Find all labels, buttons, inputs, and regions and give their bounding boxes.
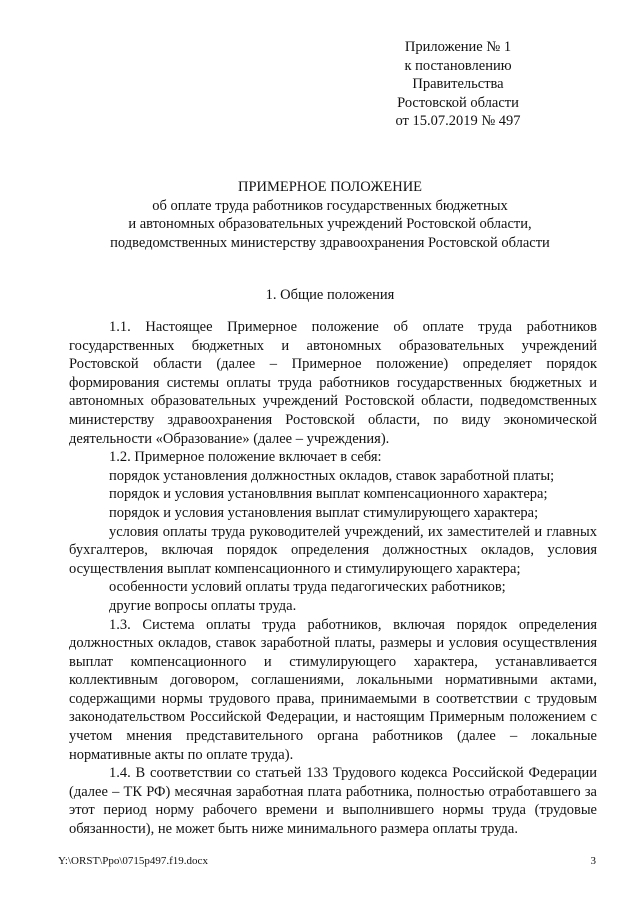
list-item: другие вопросы оплаты труда.: [109, 597, 297, 614]
title-line: об оплате труда работников государственных бюджетных: [152, 197, 508, 214]
document-title: [60, 178, 600, 252]
appendix-line: Правительства: [412, 76, 504, 93]
paragraph: 1.4. В соответствии со статьей 133 Трудового кодекса Российской Федерации (далее – ТК РФ) месячная заработная плата работника, полностью отработавшего за этот период норму рабочего времени и выполнившего нормы труда (трудовые обязанности), не может быть ниже минимального размера оплаты труда.: [69, 765, 597, 838]
appendix-line: Ростовской области: [397, 94, 519, 111]
appendix-line: от 15.07.2019 № 497: [395, 113, 521, 130]
page-number: 3: [590, 855, 596, 867]
footer-file-path: Y:\ORST\Ppo\0715p497.f19.docx: [58, 855, 208, 867]
document-body: [69, 318, 597, 839]
title-heading: ПРИМЕРНОЕ ПОЛОЖЕНИЕ: [237, 179, 423, 195]
paragraph: 1.3. Система оплаты труда работников, включая порядок определения должностных окладов, ставок заработной платы, размеры и условия осуществления выплат компенсационного и стимулирующего характера, устанавливается коллективным договором, соглашениями, локальными нормативными актами, содержащими нормы трудового права, принимаемыми в соответствии с трудовым законодательством Российской Федерации, и настоящим Примерным положением с учетом мнения представительного органа работников (далее – локальные нормативные акты по оплате труда).: [69, 616, 597, 763]
list-item: особенности условий оплаты труда педагогических работников;: [109, 579, 506, 596]
list-item: порядок установления должностных окладов, ставок заработной платы;: [109, 467, 555, 484]
appendix-block: [348, 38, 568, 131]
list-item: порядок и условия установлвния выплат компенсационного характера;: [109, 486, 548, 503]
paragraph: 1.1. Настоящее Примерное положение об оплате труда работников государственных бюджетных и автономных образовательных учреждений Ростовской области (далее – Примерное положение) определяет порядок формирования системы оплаты труда работников государственных бюджетных и автономных образовательных учреждений Ростовской области, подведомственных министерству здравоохранения Ростовской области, по виду экономической деятельности «Образование» (далее – учреждения).: [69, 319, 597, 447]
title-line: и автономных образовательных учреждений Ростовской области,: [128, 216, 532, 233]
list-item: условия оплаты труда руководителей учреждений, их заместителей и главных бухгалтеров, включая порядок определения должностных окладов, условия осуществления выплат компенсационного и стимулирующего характера;: [69, 523, 597, 577]
section-heading: 1. Общие положения: [265, 287, 395, 303]
title-line: подведомственных министерству здравоохранения Ростовской области: [110, 234, 550, 251]
paragraph: 1.2. Примерное положение включает в себя:: [109, 449, 382, 466]
appendix-line: к постановлению: [404, 57, 512, 74]
list-item: порядок и условия установления выплат стимулирующего характера;: [109, 504, 539, 521]
appendix-line: Приложение № 1: [404, 39, 512, 55]
